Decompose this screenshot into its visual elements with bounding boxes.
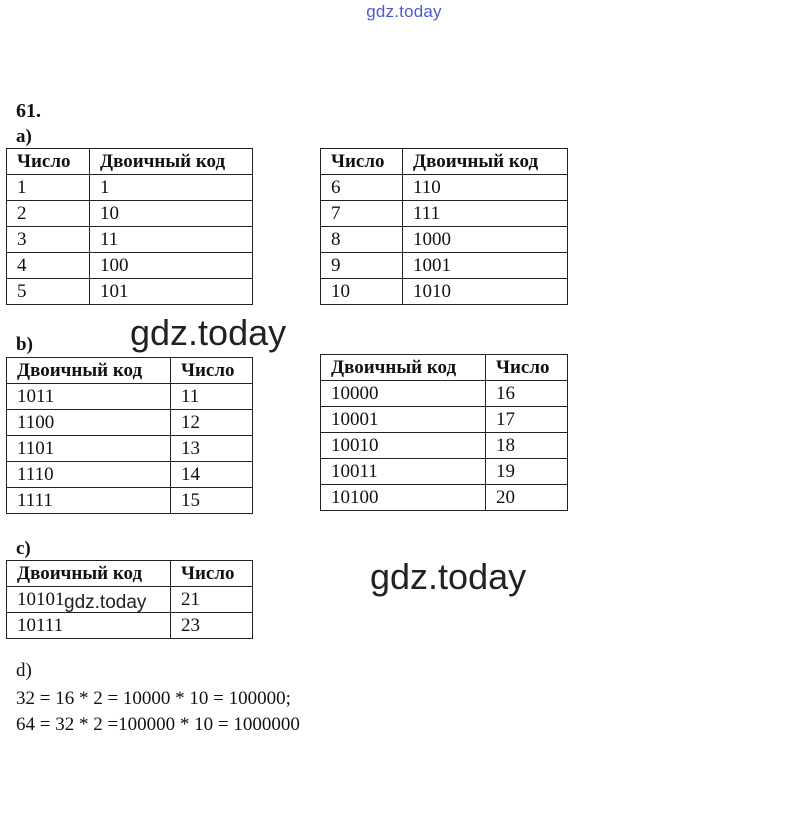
cell: 1101	[7, 436, 171, 462]
cell: 1110	[7, 462, 171, 488]
table-row	[7, 488, 253, 514]
table-row	[7, 279, 253, 305]
table-row	[321, 485, 568, 511]
cell: 10	[90, 201, 253, 227]
part-b-label: b)	[16, 334, 33, 355]
cell: 13	[171, 436, 253, 462]
cell: 9	[321, 253, 403, 279]
cell: 1011	[7, 384, 171, 410]
cell: 10100	[321, 485, 486, 511]
cell: 17	[486, 407, 568, 433]
cell: 16	[486, 381, 568, 407]
cell: 23	[171, 613, 253, 639]
table-row	[321, 227, 568, 253]
cell: 1010	[403, 279, 568, 305]
cell: 1	[90, 175, 253, 201]
cell: 6	[321, 175, 403, 201]
column-header: Двоичный код	[403, 149, 568, 175]
table-row	[321, 433, 568, 459]
table-row	[7, 201, 253, 227]
table-header-row	[7, 149, 253, 175]
cell: 111	[403, 201, 568, 227]
table-b1	[6, 357, 253, 514]
watermark-right: gdz.today	[370, 556, 527, 597]
cell: 1	[7, 175, 90, 201]
cell: 10111	[7, 613, 171, 639]
table-row	[7, 462, 253, 488]
watermark-small: gdz.today	[64, 592, 147, 613]
table-row	[7, 384, 253, 410]
cell: 10011	[321, 459, 486, 485]
table-row	[7, 613, 253, 639]
table-row	[321, 279, 568, 305]
cell: 1001	[403, 253, 568, 279]
column-header: Число	[7, 149, 90, 175]
cell: 21	[171, 587, 253, 613]
cell: 1100	[7, 410, 171, 436]
cell: 19	[486, 459, 568, 485]
task-number: 61.	[16, 100, 41, 122]
table-row	[7, 410, 253, 436]
column-header: Двоичный код	[7, 358, 171, 384]
table-row	[321, 253, 568, 279]
formula-line-2: 64 = 32 * 2 =100000 * 10 = 1000000	[16, 714, 300, 735]
column-header: Число	[486, 355, 568, 381]
table-header-row	[7, 358, 253, 384]
part-a-label: a)	[16, 126, 32, 147]
table-row	[321, 201, 568, 227]
watermark-top: gdz.today	[366, 2, 442, 21]
cell: 100	[90, 253, 253, 279]
table-header-row	[321, 149, 568, 175]
cell: 15	[171, 488, 253, 514]
cell: 11	[90, 227, 253, 253]
cell: 7	[321, 201, 403, 227]
cell: 110	[403, 175, 568, 201]
table-b2	[320, 354, 568, 511]
part-d-label: d)	[16, 660, 32, 681]
cell: 4	[7, 253, 90, 279]
column-header: Двоичный код	[321, 355, 486, 381]
cell: 10010	[321, 433, 486, 459]
column-header: Число	[171, 561, 253, 587]
table-header-row	[7, 561, 253, 587]
cell: 1111	[7, 488, 171, 514]
cell: 18	[486, 433, 568, 459]
table-row	[7, 175, 253, 201]
column-header: Число	[321, 149, 403, 175]
cell: 10101	[7, 587, 171, 613]
table-row	[321, 407, 568, 433]
part-c-label: c)	[16, 538, 31, 559]
cell: 10	[321, 279, 403, 305]
table-a1	[6, 148, 253, 305]
watermark-mid: gdz.today	[130, 312, 287, 353]
cell: 1000	[403, 227, 568, 253]
table-a2	[320, 148, 568, 305]
cell: 10000	[321, 381, 486, 407]
formula-line-1: 32 = 16 * 2 = 10000 * 10 = 100000;	[16, 688, 291, 709]
table-row	[7, 253, 253, 279]
table-row	[321, 381, 568, 407]
table-row	[7, 227, 253, 253]
cell: 5	[7, 279, 90, 305]
column-header: Двоичный код	[90, 149, 253, 175]
cell: 2	[7, 201, 90, 227]
table-row	[321, 459, 568, 485]
table-row	[7, 436, 253, 462]
column-header: Число	[171, 358, 253, 384]
cell: 101	[90, 279, 253, 305]
table-row	[321, 175, 568, 201]
cell: 12	[171, 410, 253, 436]
cell: 14	[171, 462, 253, 488]
cell: 10001	[321, 407, 486, 433]
cell: 11	[171, 384, 253, 410]
cell: 20	[486, 485, 568, 511]
table-header-row	[321, 355, 568, 381]
cell: 3	[7, 227, 90, 253]
column-header: Двоичный код	[7, 561, 171, 587]
cell: 8	[321, 227, 403, 253]
